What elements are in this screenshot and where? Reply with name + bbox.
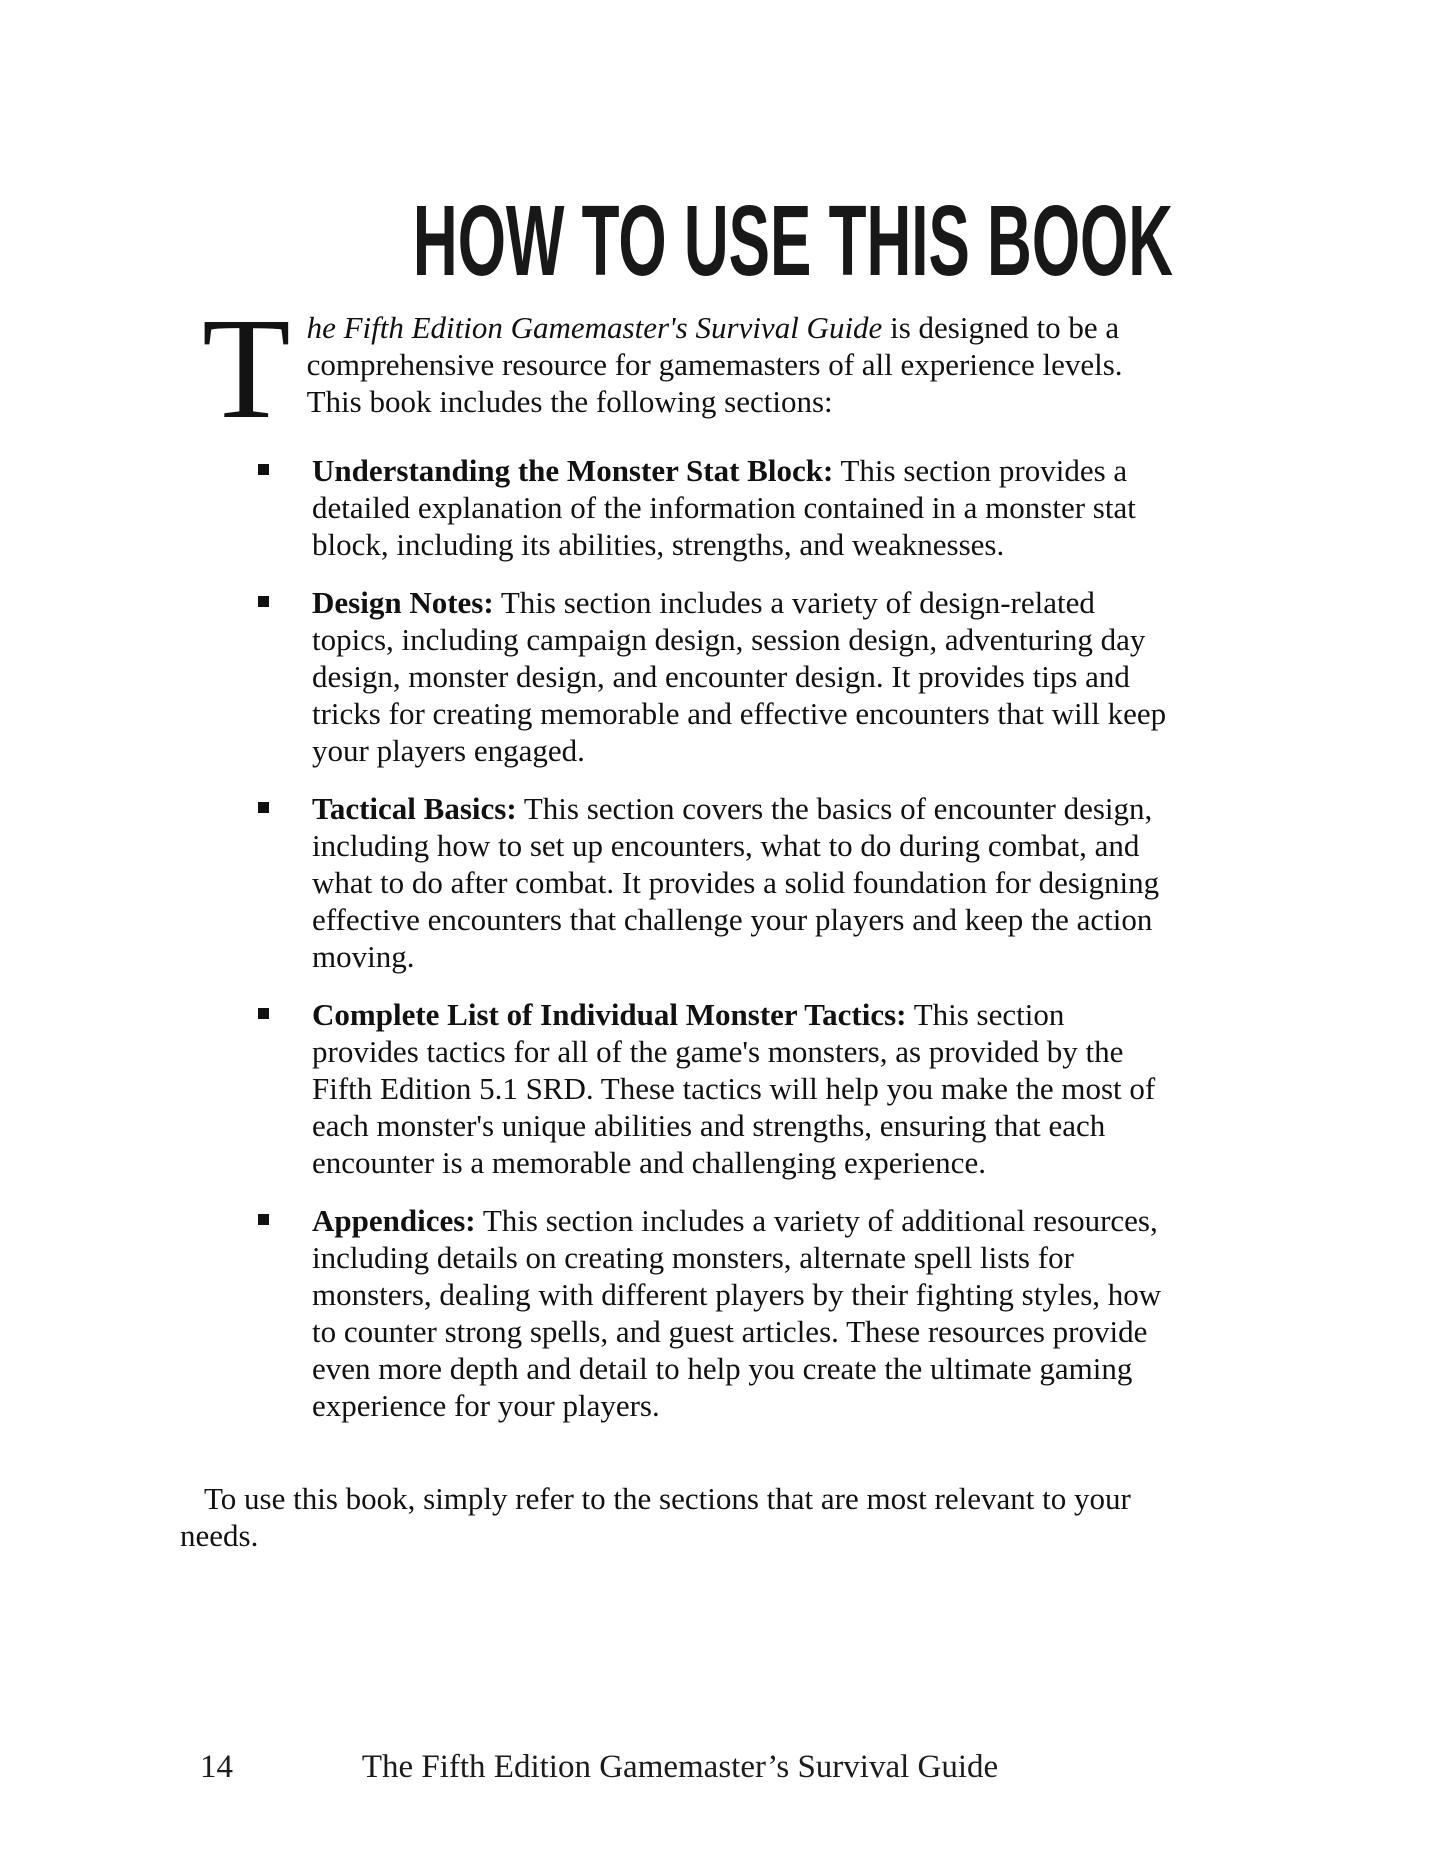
bullet-lead: Design Notes: (312, 585, 494, 620)
bullet-square-icon (258, 802, 269, 813)
bullet-square-icon (258, 464, 269, 475)
list-item (312, 584, 1175, 769)
bullet-lead: Tactical Basics: (312, 791, 517, 826)
drop-cap: T (202, 289, 291, 449)
bullet-text: This section includes a variety of design-related topics, including campaign design, session design, adventuring day design, monster design, and encounter design. It provides tips and tricks for creating memorable and effective encounters that will keep your players engaged. (312, 585, 1167, 768)
footer-book-title: The Fifth Edition Gamemaster’s Survival Guide (361, 1749, 999, 1785)
bullet-square-icon (258, 596, 269, 607)
bullet-lead: Complete List of Individual Monster Tactics: (312, 997, 907, 1032)
bullet-text: This section covers the basics of encounter design, including how to set up encounters, what to do during combat, and what to do after combat. It provides a solid foundation for designing effective encounters that challenge your players and keep the action moving. (312, 791, 1160, 974)
page-footer (180, 1748, 1180, 1786)
bullet-lead: Appendices: (312, 1203, 476, 1238)
closing-paragraph: To use this book, simply refer to the sections that are most relevant to your needs. (180, 1481, 1131, 1553)
section-bullet-list (180, 452, 1175, 1424)
list-item (312, 1202, 1175, 1424)
page-title: HOW TO USE THIS BOOK (412, 185, 1174, 297)
bullet-lead: Understanding the Monster Stat Block: (312, 453, 834, 488)
list-item (312, 790, 1175, 975)
content-column (180, 0, 1180, 1554)
list-item (312, 996, 1175, 1181)
list-item (312, 452, 1175, 563)
intro-paragraph (180, 289, 1165, 449)
bullet-text: This section provides tactics for all of the game's monsters, as provided by the Fifth Edition 5.1 SRD. These tactics will help you make the most of each monster's unique abilities and strengths, ensuring that each encounter is a memorable and challenging experience. (312, 997, 1156, 1180)
bullet-text: This section includes a variety of additional resources, including details on creating monsters, alternate spell lists for monsters, dealing with different players by their fighting styles, how to counter strong spells, and guest articles. These resources provide even more depth and detail to help you create the ultimate gaming experience for your players. (312, 1203, 1162, 1423)
page-number: 14 (200, 1749, 233, 1785)
bullet-text: This section provides a detailed explanation of the information contained in a monster stat block, including its abilities, strengths, and weaknesses. (312, 453, 1136, 562)
bullet-square-icon (258, 1214, 269, 1225)
page-title-wrap (180, 184, 1180, 299)
intro-rest: is designed to be a comprehensive resource for gamemasters of all experience levels. This book includes the following sections: (306, 310, 1123, 419)
intro-italic-lead: he Fifth Edition Gamemaster's Survival Guide (306, 310, 883, 345)
bullet-square-icon (258, 1008, 269, 1019)
